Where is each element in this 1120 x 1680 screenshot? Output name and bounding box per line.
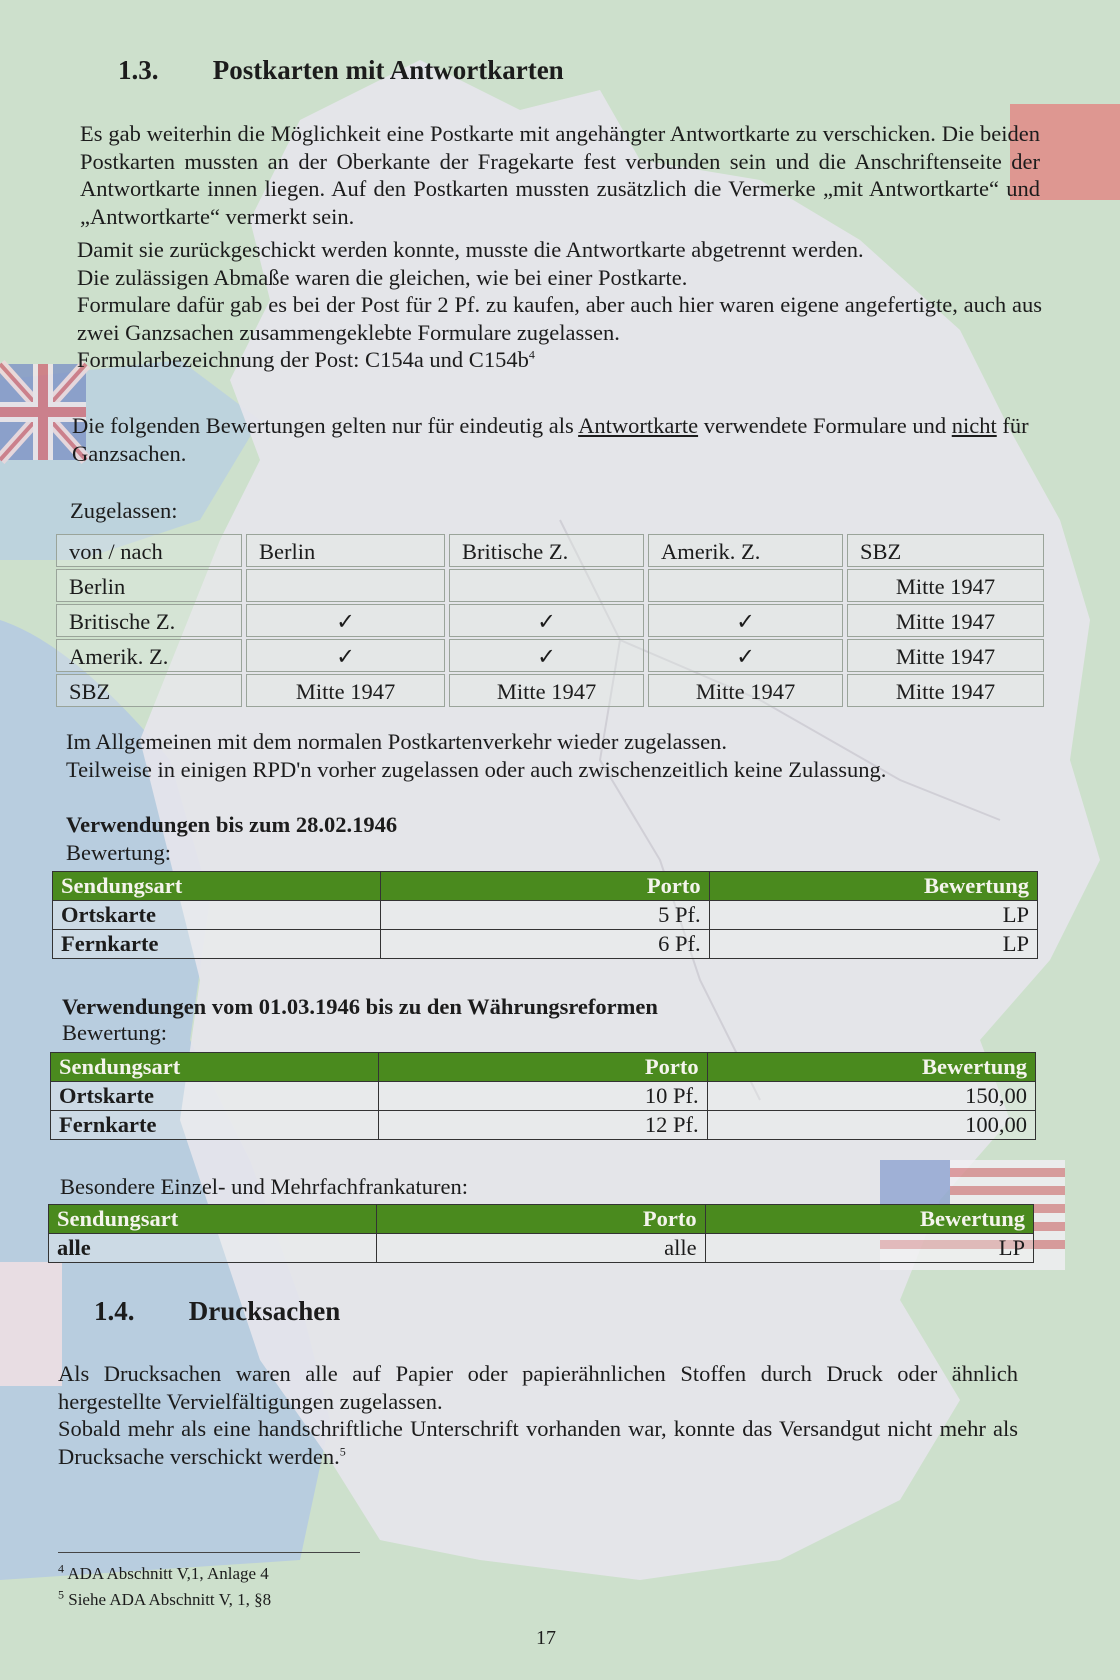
section-heading-1-3 [118, 55, 564, 86]
table-header-row [53, 872, 1038, 901]
column-header: Porto [381, 872, 709, 901]
check-cell: ✓ [648, 639, 843, 672]
drucksachen-text-2: Sobald mehr als eine handschriftliche Unterschrift vorhanden war, konnte das Versandgut nicht mehr als Drucksache verschickt werden.$^5$ [58, 1416, 1018, 1469]
footnote-ref-5: 5 [339, 1444, 346, 1458]
check-cell: ✓ [648, 604, 843, 637]
table-cell: Mitte 1947 [449, 674, 644, 707]
section-title: Postkarten mit Antwortkarten [212, 55, 564, 85]
period2-subheading: Bewertung: [62, 1020, 167, 1045]
table-cell: Mitte 1947 [847, 639, 1044, 672]
footnote-divider [58, 1552, 360, 1553]
column-header: Sendungsart [51, 1053, 379, 1082]
zugelassen-row [54, 603, 1046, 638]
bewertung-cell: LP [709, 901, 1037, 930]
sendungsart-cell: Fernkarte [51, 1111, 379, 1140]
zugelassen-row [54, 568, 1046, 603]
table-cell: Mitte 1947 [847, 674, 1044, 707]
table-cell: Mitte 1947 [246, 674, 445, 707]
drucksachen-text-1: Als Drucksachen waren alle auf Papier oder papierähnlichen Stoffen durch Druck oder ähnlich hergestellte Vervielfältigungen zugelassen. [58, 1361, 1018, 1414]
special-heading: Besondere Einzel- und Mehrfachfrankaturen: [60, 1174, 468, 1199]
section-number: 1.4. [94, 1296, 135, 1326]
section-title: Drucksachen [188, 1296, 341, 1326]
intro-text-1: Es gab weiterhin die Möglichkeit eine Postkarte mit angehängter Antwortkarte zu verschicken. Die beiden Postkarten mussten an der Oberkante der Fragekarte fest verbunden sein und die Anschriftenseite der Antwortkarte innen liegen. Auf den Postkarten mussten zusätzlich die Vermerke „mit Antwortkarte“ und „Antwortkarte“ vermerkt sein. [80, 121, 1040, 229]
table-header-row [51, 1053, 1036, 1082]
table-cell: Mitte 1947 [847, 604, 1044, 637]
period1-heading: Verwendungen bis zum 28.02.1946 [66, 812, 398, 837]
footnote-ref-4: 4 [528, 347, 535, 362]
bewertung-cell: LP [705, 1234, 1033, 1263]
bewertung-cell: 150,00 [707, 1082, 1035, 1111]
table-row [53, 930, 1038, 959]
porto-cell: 12 Pf. [379, 1111, 707, 1140]
intro-text-2: Damit sie zurückgeschickt werden konnte, musste die Antwortkarte abgetrennt werden. [77, 237, 864, 262]
table-cell: Mitte 1947 [648, 674, 843, 707]
intro-paragraph [80, 120, 1040, 230]
table-cell [648, 569, 843, 602]
zugelassen-note-1: Im Allgemeinen mit dem normalen Postkartenverkehr wieder zugelassen. [66, 729, 728, 754]
sendungsart-cell: Ortskarte [51, 1082, 379, 1111]
check-cell: ✓ [449, 639, 644, 672]
sendungsart-cell: Ortskarte [53, 901, 381, 930]
check-cell: ✓ [246, 639, 445, 672]
table-row [49, 1234, 1034, 1263]
period1-table [52, 871, 1038, 959]
zugelassen-notes [66, 728, 1046, 783]
zugelassen-header-row [54, 533, 1046, 568]
intro-text-3: Die zulässigen Abmaße waren die gleichen, wie bei einer Postkarte. [77, 264, 688, 290]
valuation-note: Die folgenden Bewertungen gelten nur für eindeutig als Antwortkarte verwendete Formulare und nicht für Ganzsachen. [72, 413, 1029, 466]
column-header: Porto [379, 1053, 707, 1082]
bewertung-cell: LP [709, 930, 1037, 959]
column-header: Bewertung [709, 872, 1037, 901]
column-header: Sendungsart [53, 872, 381, 901]
row-label: SBZ [56, 674, 242, 707]
period1-subheading: Bewertung: [66, 840, 171, 865]
header-cell: SBZ [847, 534, 1044, 567]
porto-cell: 6 Pf. [381, 930, 709, 959]
porto-cell: 5 Pf. [381, 901, 709, 930]
check-cell: ✓ [449, 604, 644, 637]
intro-text-4: Formulare dafür gab es bei der Post für 2 Pf. zu kaufen, aber auch hier waren eigene angefertigte, auch aus zwei Ganzsachen zusammengeklebte Formulare zugelassen. [77, 292, 1042, 345]
header-cell: Britische Z. [449, 534, 644, 567]
drucksachen-paragraph [58, 1360, 1018, 1470]
table-row [53, 901, 1038, 930]
period2-table [50, 1052, 1036, 1140]
column-header: Sendungsart [49, 1205, 377, 1234]
zugelassen-label: Zugelassen: [70, 498, 178, 523]
intro-paragraph-2 [77, 236, 1042, 374]
underlined-nicht: nicht [951, 413, 997, 438]
section-heading-1-4 [94, 1296, 340, 1327]
table-header-row [49, 1205, 1034, 1234]
special-table [48, 1204, 1034, 1263]
period2-heading: Verwendungen vom 01.03.1946 bis zu den Währungsreformen [62, 994, 658, 1019]
underlined-antwortkarte: Antwortkarte [578, 413, 699, 438]
table-cell [449, 569, 644, 602]
table-row [51, 1082, 1036, 1111]
section-number: 1.3. [118, 55, 159, 85]
column-header: Porto [377, 1205, 705, 1234]
column-header: Bewertung [707, 1053, 1035, 1082]
header-cell: Amerik. Z. [648, 534, 843, 567]
sendungsart-cell: alle [49, 1234, 377, 1263]
zugelassen-table [54, 533, 1046, 708]
porto-cell: alle [377, 1234, 705, 1263]
sendungsart-cell: Fernkarte [53, 930, 381, 959]
bewertung-cell: 100,00 [707, 1111, 1035, 1140]
footnote: $^5$ Siehe ADA Abschnitt V, 1, §8 [58, 1587, 272, 1609]
row-label: Amerik. Z. [56, 639, 242, 672]
header-cell: Berlin [246, 534, 445, 567]
intro-text-5: Formularbezeichnung der Post: C154a und $C154b^4$ [77, 347, 535, 372]
footnote: $^4$ ADA Abschnitt V,1, Anlage 4 [58, 1561, 269, 1583]
zugelassen-row [54, 638, 1046, 673]
check-cell: ✓ [246, 604, 445, 637]
porto-cell: 10 Pf. [379, 1082, 707, 1111]
row-label: Britische Z. [56, 604, 242, 637]
table-row [51, 1111, 1036, 1140]
page-number: 17 [536, 1627, 556, 1649]
column-header: Bewertung [705, 1205, 1033, 1234]
header-cell: von / nach [56, 534, 242, 567]
row-label: Berlin [56, 569, 242, 602]
table-cell [246, 569, 445, 602]
zugelassen-note-2: Teilweise in einigen RPD'n vorher zugelassen oder auch zwischenzeitlich keine Zulassung. [66, 756, 887, 782]
table-cell: Mitte 1947 [847, 569, 1044, 602]
zugelassen-row [54, 673, 1046, 708]
